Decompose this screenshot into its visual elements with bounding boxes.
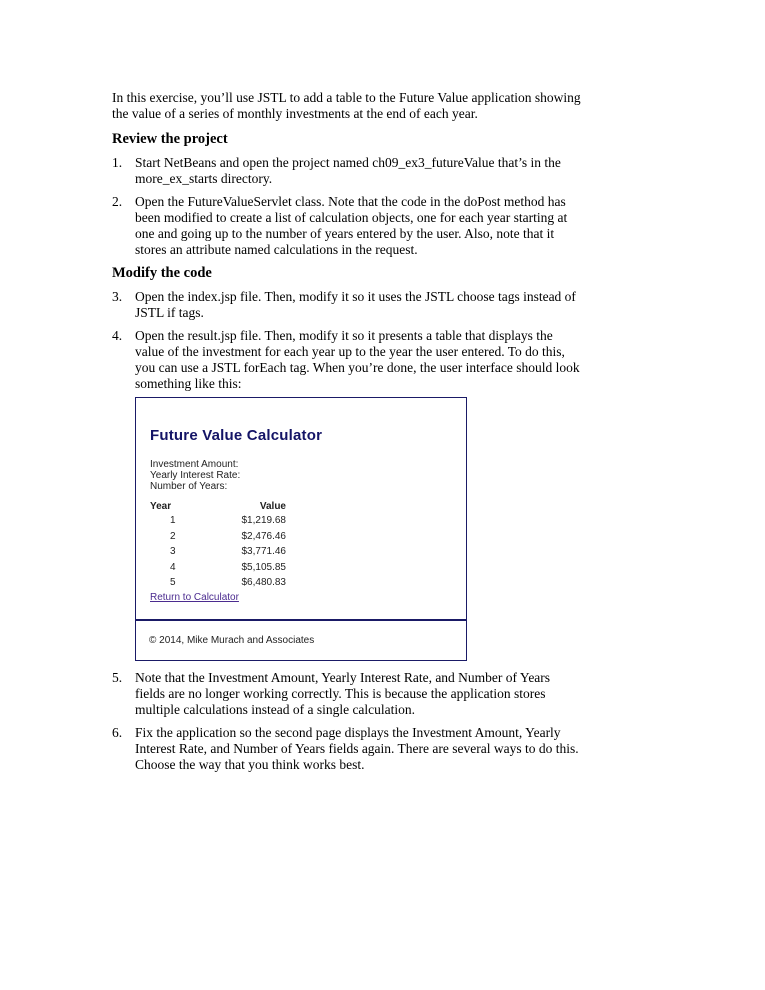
value-cell: $6,480.83 <box>241 577 286 589</box>
field-number-of-years: Number of Years: <box>150 481 228 492</box>
step-5 <box>112 670 582 718</box>
value-cell: $1,219.68 <box>241 515 286 527</box>
year-cell: 2 <box>170 530 176 542</box>
footer-divider <box>136 619 466 621</box>
document-page <box>112 90 582 780</box>
step-number: 2. <box>112 194 123 209</box>
year-cell: 4 <box>170 561 176 573</box>
year-column-header: Year <box>150 500 172 512</box>
screenshot-fields <box>150 459 240 492</box>
intro-paragraph: In this exercise, you’ll use JSTL to add a table to the Future Value application showing the value of a series of monthly investments at the end of each year. <box>112 90 581 121</box>
table-row <box>150 560 286 576</box>
step-text: Fix the application so the second page displays the Investment Amount, Yearly Interest Rate, and Number of Years fields again. There are several ways to do this. Choose the way that you think works best. <box>135 725 579 772</box>
step-1 <box>112 155 582 187</box>
year-cell: 1 <box>170 515 176 527</box>
table-row <box>150 513 286 529</box>
table-row <box>150 544 286 560</box>
copyright-footer: © 2014, Mike Murach and Associates <box>149 635 315 646</box>
step-number: 3. <box>112 289 123 304</box>
section-heading-review: Review the project <box>112 131 228 147</box>
value-cell: $3,771.46 <box>241 546 286 558</box>
step-number: 5. <box>112 670 123 685</box>
year-cell: 3 <box>170 546 176 558</box>
table-header-row <box>150 499 286 513</box>
step-text: Open the FutureValueServlet class. Note that the code in the doPost method has been modified to create a list of calculation objects, one for each year starting at one and going up to the number of years entered by the user. Also, note that it stores an attribute named calculations in the request. <box>135 194 568 257</box>
step-number: 6. <box>112 725 123 740</box>
future-value-screenshot <box>135 397 467 661</box>
year-cell: 5 <box>170 577 176 589</box>
step-3 <box>112 289 582 321</box>
step-6 <box>112 725 582 773</box>
table-row <box>150 575 286 591</box>
table-row <box>150 529 286 545</box>
step-number: 4. <box>112 328 123 343</box>
step-text: Open the index.jsp file. Then, modify it so it uses the JSTL choose tags instead of JSTL if tags. <box>135 289 576 320</box>
step-number: 1. <box>112 155 123 170</box>
step-2 <box>112 194 582 258</box>
step-text: Start NetBeans and open the project named ch09_ex3_futureValue that’s in the more_ex_starts directory. <box>135 155 561 186</box>
return-to-calculator-link[interactable]: Return to Calculator <box>150 592 239 603</box>
value-cell: $5,105.85 <box>241 561 286 573</box>
results-table <box>150 499 286 591</box>
value-column-header: Value <box>259 500 286 512</box>
step-4 <box>112 328 582 392</box>
value-cell: $2,476.46 <box>241 530 286 542</box>
section-heading-modify: Modify the code <box>112 265 212 281</box>
step-text: Note that the Investment Amount, Yearly Interest Rate, and Number of Years fields are no longer working correctly. This is because the application stores multiple calculations instead of a single calculation. <box>135 670 551 717</box>
field-yearly-interest-rate: Yearly Interest Rate: <box>150 470 241 481</box>
screenshot-title: Future Value Calculator <box>150 427 323 444</box>
step-text: Open the result.jsp file. Then, modify it so it presents a table that displays the value of the investment for each year up to the year the user entered. To do this, you can use a JSTL forEach tag. When you’re done, the user interface should look something like this: <box>135 328 580 391</box>
field-investment-amount: Investment Amount: <box>150 459 239 470</box>
